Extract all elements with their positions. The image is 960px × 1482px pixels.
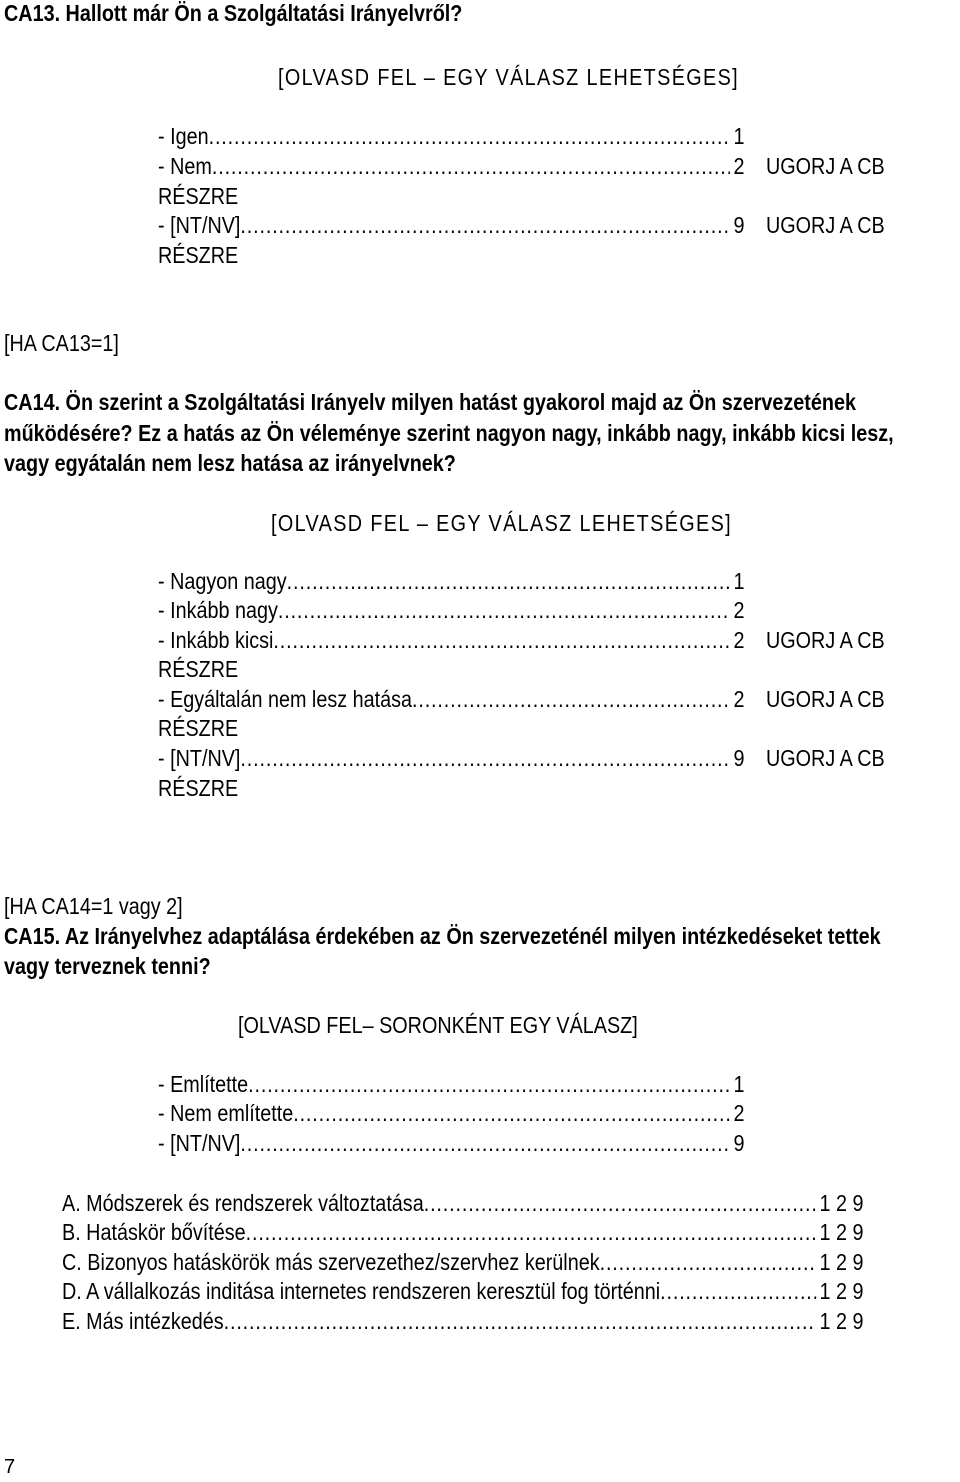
- item-codes: 1 2 9: [819, 1219, 864, 1245]
- option-label: - [NT/NV]: [158, 1130, 241, 1156]
- option-code: 2: [733, 627, 745, 653]
- option-code: 2: [733, 686, 745, 712]
- ca14-question-line1: CA14. Ön szerint a Szolgáltatási Irányelv milyen hatást gyakorol majd az Ön szervezetének: [4, 389, 856, 415]
- ca15-question-line1: CA15. Az Irányelvhez adaptálása érdekében az Ön szervezeténél milyen intézkedéseket tettek: [4, 923, 881, 949]
- leader-dots: [424, 1188, 816, 1218]
- option-label: - [NT/NV]: [158, 745, 241, 771]
- option-code: 9: [733, 745, 745, 771]
- leader-dots: [212, 151, 730, 181]
- item-label: C. Bizonyos hatáskörök más szervezethez/szervhez kerülnek: [62, 1249, 600, 1275]
- leader-dots: [600, 1247, 816, 1277]
- ca15-item-b: [62, 1217, 864, 1247]
- ca14-option-rather-small: [158, 625, 745, 655]
- skip-instruction: UGORJ A CB: [766, 212, 885, 238]
- option-code: 1: [733, 568, 745, 594]
- option-label: - Egyáltalán nem lesz hatása: [158, 686, 412, 712]
- ca15-filter: [HA CA14=1 vagy 2]: [4, 893, 183, 919]
- leader-dots: [412, 684, 730, 714]
- ca15-legend-not-mentioned: [158, 1098, 745, 1128]
- item-codes: 1 2 9: [819, 1308, 864, 1334]
- ca13-option-no: [158, 151, 745, 181]
- leader-dots: [293, 1098, 730, 1128]
- skip-instruction: UGORJ A CB: [766, 153, 885, 179]
- item-codes: 1 2 9: [819, 1278, 864, 1304]
- option-code: 9: [733, 1130, 745, 1156]
- option-code: 2: [733, 153, 745, 179]
- skip-instruction-tail: RÉSZRE: [158, 715, 239, 741]
- skip-instruction-tail: RÉSZRE: [158, 183, 239, 209]
- ca14-option-no-effect: [158, 684, 745, 714]
- option-code: 1: [733, 123, 745, 149]
- ca15-item-c: [62, 1247, 864, 1277]
- ca15-item-d: [62, 1276, 864, 1306]
- option-label: - Említette: [158, 1071, 249, 1097]
- ca15-legend-mentioned: [158, 1069, 745, 1099]
- leader-dots: [240, 210, 730, 240]
- ca13-option-ntnv: [158, 210, 745, 240]
- ca15-item-e: [62, 1306, 864, 1336]
- ca13-question: CA13. Hallott már Ön a Szolgáltatási Irányelvről?: [4, 0, 463, 26]
- ca15-question-line2: vagy terveznek tenni?: [4, 953, 211, 979]
- page-number: 7: [4, 1456, 16, 1478]
- item-label: D. A vállalkozás inditása internetes rendszeren keresztül fog történni: [62, 1278, 661, 1304]
- option-code: 9: [733, 212, 745, 238]
- ca14-filter: [HA CA13=1]: [4, 330, 119, 356]
- option-code: 2: [733, 1100, 745, 1126]
- skip-instruction-tail: RÉSZRE: [158, 242, 239, 268]
- option-label: - Igen: [158, 123, 209, 149]
- leader-dots: [246, 1217, 816, 1247]
- option-label: - [NT/NV]: [158, 212, 241, 238]
- option-label: - Nem: [158, 153, 212, 179]
- skip-instruction-tail: RÉSZRE: [158, 775, 239, 801]
- skip-instruction: UGORJ A CB: [766, 686, 885, 712]
- ca15-item-a: [62, 1188, 864, 1218]
- ca13-instruction: [OLVASD FEL – EGY VÁLASZ LEHETSÉGES]: [278, 64, 740, 90]
- ca14-option-ntnv: [158, 743, 745, 773]
- leader-dots: [660, 1276, 816, 1306]
- option-label: - Nagyon nagy: [158, 568, 287, 594]
- leader-dots: [240, 1128, 730, 1158]
- item-label: A. Módszerek és rendszerek változtatása: [62, 1190, 424, 1216]
- ca14-option-very-large: [158, 566, 745, 596]
- ca14-instruction: [OLVASD FEL – EGY VÁLASZ LEHETSÉGES]: [271, 510, 733, 536]
- skip-instruction-tail: RÉSZRE: [158, 656, 239, 682]
- leader-dots: [209, 121, 730, 151]
- ca13-option-yes: [158, 121, 745, 151]
- leader-dots: [248, 1069, 730, 1099]
- item-codes: 1 2 9: [819, 1190, 864, 1216]
- item-label: E. Más intézkedés: [62, 1308, 224, 1334]
- skip-instruction: UGORJ A CB: [766, 627, 885, 653]
- leader-dots: [278, 595, 730, 625]
- ca14-question-line2: működésére? Ez a hatás az Ön véleménye szerint nagyon nagy, inkább nagy, inkább kicsi lesz,: [4, 420, 894, 446]
- option-code: 1: [733, 1071, 745, 1097]
- option-label: - Nem említette: [158, 1100, 294, 1126]
- leader-dots: [240, 743, 730, 773]
- leader-dots: [287, 566, 730, 596]
- option-label: - Inkább nagy: [158, 597, 278, 623]
- ca15-legend-ntnv: [158, 1128, 745, 1158]
- option-label: - Inkább kicsi: [158, 627, 274, 653]
- option-code: 2: [733, 597, 745, 623]
- ca14-option-rather-large: [158, 595, 745, 625]
- item-label: B. Hatáskör bővítése: [62, 1219, 246, 1245]
- skip-instruction: UGORJ A CB: [766, 745, 885, 771]
- ca15-instruction: [OLVASD FEL– SORONKÉNT EGY VÁLASZ]: [238, 1012, 638, 1038]
- leader-dots: [273, 625, 730, 655]
- item-codes: 1 2 9: [819, 1249, 864, 1275]
- ca14-question-line3: vagy egyátalán nem lesz hatása az irányelvnek?: [4, 450, 456, 476]
- leader-dots: [224, 1306, 816, 1336]
